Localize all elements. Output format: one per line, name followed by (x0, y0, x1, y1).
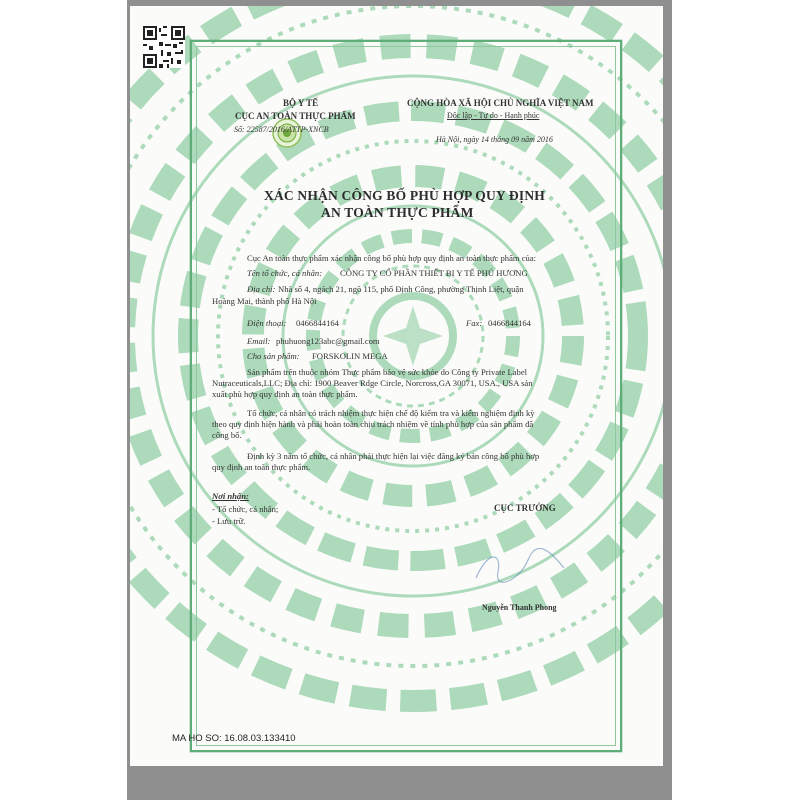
document-number: Số: 22587/2016/ATTP-XNCB (234, 125, 329, 134)
paragraph1-line2: Nutraceuticals,LLC; Địa chỉ: 1900 Beaver Rdge Circle, Norcross,GA 30071, USA., USA sản (212, 378, 533, 388)
email-label: Email: (247, 336, 271, 346)
recipients-heading: Nơi nhận: (212, 491, 249, 501)
signer-title: CỤC TRƯỞNG (494, 503, 556, 513)
paragraph3-line2: quy định an toàn thực phẩm. (212, 462, 311, 472)
ministry-name: BỘ Y TẾ (283, 98, 319, 108)
paragraph3-line1: Định kỳ 3 năm tổ chức, cá nhân phải thực hiện lại việc đăng ký bản công bố phù hợp (247, 451, 540, 461)
paragraph2-line1: Tổ chức, cá nhân có trách nhiệm thực hiện chế độ kiểm tra và kiểm nghiệm định kỳ (247, 408, 535, 418)
signature-mark (468, 540, 578, 590)
department-name: CỤC AN TOÀN THỰC PHẨM (235, 111, 356, 121)
signer-name: Nguyễn Thanh Phong (482, 603, 557, 612)
fax-value: 0466844164 (488, 318, 531, 328)
email-value: phuhuong123abc@gmail.com (276, 336, 380, 346)
org-label: Tên tổ chức, cá nhân: (247, 268, 323, 278)
record-code: MA HO SO: 16.08.03.133410 (172, 733, 296, 744)
product-label: Cho sản phẩm: (247, 351, 300, 361)
paragraph2-line2: theo quy định hiện hành và phải hoàn toàn chịu trách nhiệm về tính phù hợp của sản phẩm đã (212, 419, 534, 429)
national-motto: Độc lập - Tự do - Hạnh phúc (447, 111, 540, 120)
phone-value: 0466844164 (296, 318, 339, 328)
left-margin (0, 0, 127, 800)
intro-text: Cục An toàn thực phẩm xác nhận công bố phù hợp quy định an toàn thực phẩm của: (247, 253, 537, 263)
recipient-item: - Lưu trữ. (212, 516, 246, 526)
product-value: FORSKOLIN MEGA (312, 351, 388, 361)
document-title-line2: AN TOÀN THỰC PHẨM (321, 205, 474, 220)
org-value: CÔNG TY CỔ PHẦN THIẾT BỊ Y TẾ PHÚ HƯƠNG (340, 268, 528, 278)
paragraph1-line3: xuất phù hợp quy định an toàn thực phẩm. (212, 389, 358, 399)
qr-code (143, 26, 185, 68)
phone-label: Điện thoại: (247, 318, 287, 328)
right-margin (672, 0, 800, 800)
document-title-line1: XÁC NHẬN CÔNG BỐ PHÙ HỢP QUY ĐỊNH (264, 188, 545, 203)
address-line2: Hoàng Mai, thành phố Hà Nội (212, 296, 317, 306)
recipient-item: - Tổ chức, cá nhân; (212, 504, 279, 514)
address-line1: Nhà số 4, ngách 21, ngõ 115, phố Định Công, phường Thịnh Liệt, quận (278, 284, 524, 294)
fax-label: Fax: (466, 318, 483, 328)
address-label: Địa chỉ: (247, 284, 276, 294)
paragraph2-line3: công bố. (212, 430, 242, 440)
place-and-date: Hà Nội, ngày 14 tháng 09 năm 2016 (436, 135, 553, 144)
country-name: CỘNG HÒA XÃ HỘI CHỦ NGHĨA VIỆT NAM (407, 98, 594, 108)
paragraph1-line1: Sản phẩm trên thuộc nhóm Thực phẩm bảo vệ sức khỏe do Công ty Private Label (247, 367, 528, 377)
